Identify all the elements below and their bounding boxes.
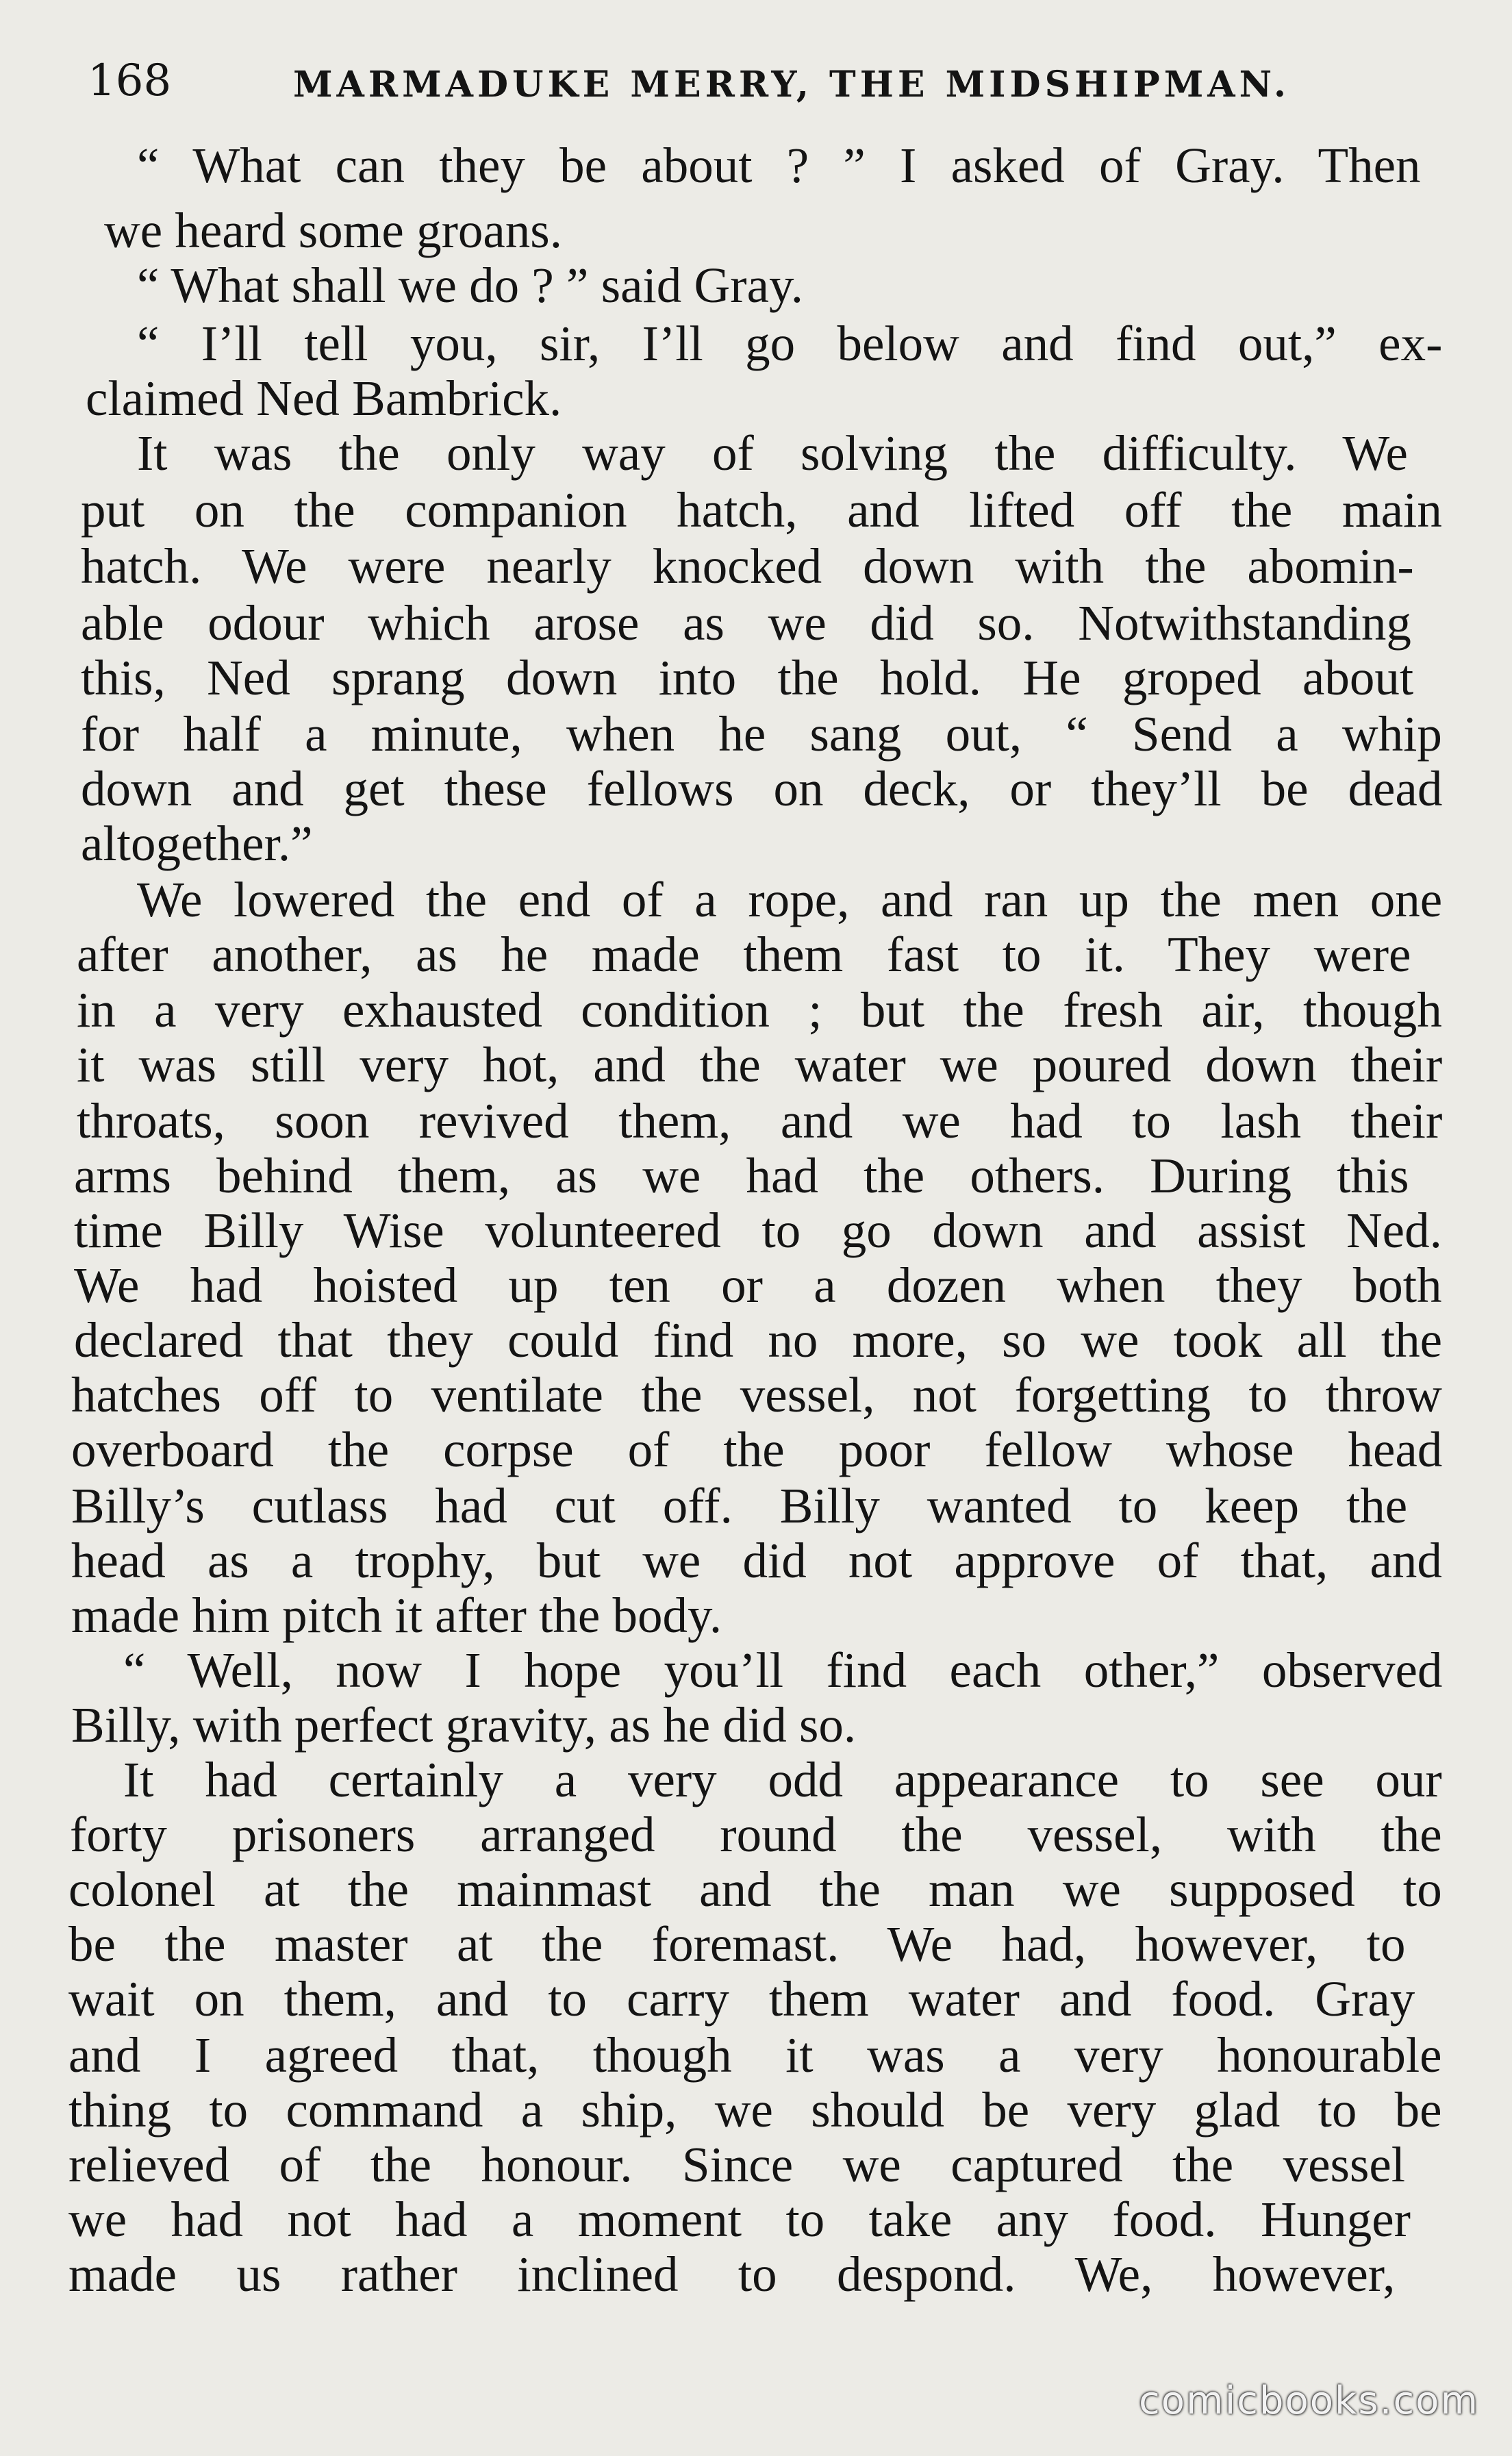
text-line: throats, soon revived them, and we had to lash their [77, 1093, 1443, 1149]
text-line: It had certainly a very odd appearance to see our [123, 1752, 1442, 1807]
running-title: MARMADUKE MERRY, THE MIDSHIPMAN. [293, 64, 1290, 105]
page-header [81, 53, 1444, 108]
text-line: and I agreed that, though it was a very honourable [68, 2027, 1442, 2083]
text-line: put on the companion hatch, and lifted off the main [81, 482, 1442, 538]
text-line: thing to command a ship, we should be very glad to be [68, 2082, 1442, 2138]
text-line: relieved of the honour. Since we captured the vessel [68, 2137, 1406, 2192]
text-line: arms behind them, as we had the others. During this [74, 1148, 1409, 1203]
text-line: We lowered the end of a rope, and ran up the men one [137, 872, 1443, 927]
text-line: “ Well, now I hope you’ll find each other,” observed [123, 1642, 1443, 1698]
text-line: made him pitch it after the body. [71, 1588, 722, 1643]
text-line: “ What can they be about ? ” I asked of Gray. Then [137, 138, 1421, 193]
text-line: “ What shall we do ? ” said Gray. [137, 258, 803, 313]
text-line: altogether.” [81, 816, 313, 871]
text-line: We had hoisted up ten or a dozen when they both [74, 1257, 1442, 1313]
text-line: forty prisoners arranged round the vessel, with the [70, 1807, 1442, 1862]
text-line: “ I’ll tell you, sir, I’ll go below and find out,” ex- [137, 316, 1443, 371]
text-line: It was the only way of solving the difficulty. We [137, 425, 1408, 481]
text-line: Billy’s cutlass had cut off. Billy wanted to keep the [71, 1478, 1408, 1533]
text-line: we had not had a moment to take any food. Hunger [68, 2192, 1411, 2247]
text-line: after another, as he made them fast to it. They were [77, 927, 1411, 982]
text-line: colonel at the mainmast and the man we supposed to [68, 1862, 1442, 1917]
text-line: this, Ned sprang down into the hold. He groped about [81, 650, 1414, 705]
text-line: head as a trophy, but we did not approve of that, and [71, 1533, 1442, 1588]
text-line: able odour which arose as we did so. Notwithstanding [81, 595, 1411, 651]
text-line: Billy, with perfect gravity, as he did so. [71, 1697, 857, 1753]
watermark: comicbooks.com [1138, 2379, 1479, 2423]
text-line: in a very exhausted condition ; but the fresh air, though [77, 982, 1442, 1038]
page-number: 168 [88, 55, 172, 106]
text-line: claimed Ned Bambrick. [86, 371, 562, 426]
text-line: made us rather inclined to despond. We, however, [68, 2246, 1396, 2302]
text-line: hatch. We were nearly knocked down with the abomin- [81, 538, 1414, 594]
text-line: for half a minute, when he sang out, “ Send a whip [81, 706, 1442, 762]
text-line: we heard some groans. [104, 203, 562, 258]
text-line: time Billy Wise volunteered to go down and assist Ned. [74, 1203, 1442, 1258]
text-line: hatches off to ventilate the vessel, not forgetting to throw [71, 1367, 1442, 1423]
text-line: be the master at the foremast. We had, however, to [68, 1916, 1406, 1972]
text-line: wait on them, and to carry them water and food. Gray [68, 1971, 1415, 2027]
text-line: down and get these fellows on deck, or they’ll be dead [81, 761, 1443, 816]
text-line: it was still very hot, and the water we poured down their [77, 1037, 1443, 1092]
text-line: declared that they could find no more, so we took all the [74, 1312, 1443, 1368]
text-line: overboard the corpse of the poor fellow whose head [71, 1422, 1443, 1477]
